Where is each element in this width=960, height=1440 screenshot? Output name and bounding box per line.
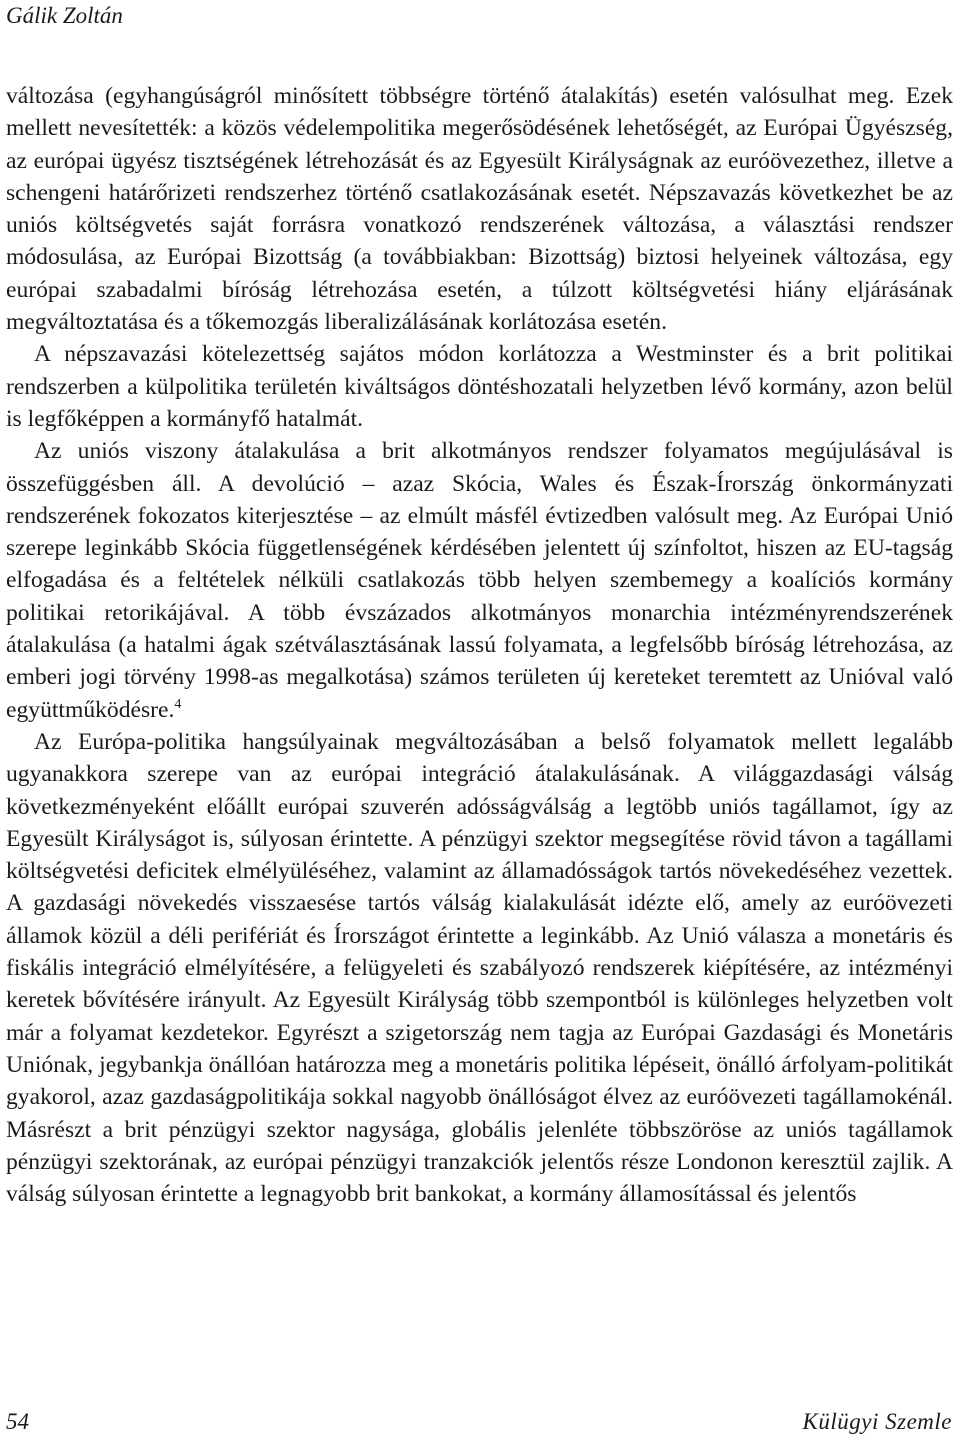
paragraph-1-text: változása (egyhangúságról minősített többségre történő átalakítás) esetén valósulhat meg. Ezek mellett nevesítették: a közös védelempolitika megerősödésének lehetőségét, az Európai Ügyészség, az európai ügyész tisztségének létrehozását és az Egyesült Királyságnak az euróövezethez, illetve a schengeni határőrizeti rendszerhez történő csatlakozásának esetét. Népszavazás következhet be az uniós költségvetés saját forrásra vonatkozó rendszerének változása, a választási rendszer módosulása, az Európai Bizottság (a továbbiakban: Bizottság) biztosi helyeinek változása, egy európai szabadalmi bíróság létrehozása esetén, a túlzott költségvetési hiány eljárásának megváltoztatása és a tőkemozgás liberalizálásának korlátozása esetén. bbox=[6, 83, 953, 336]
footnote-reference[interactable]: 4 bbox=[174, 696, 182, 712]
page-number: 54 bbox=[6, 1409, 29, 1434]
page-footer bbox=[6, 1407, 952, 1437]
journal-title: Külügyi Szemle bbox=[802, 1409, 952, 1434]
paragraph-4-text: Az Európa-politika hangsúlyainak megváltozásában a belső folyamatok mellett legalább ugyanakkora szerepe van az európai integráció átalakulásának. A világgazdasági válság következményeként előállt európai szuverén adósságválság a legtöbb uniós tagállamot, így az Egyesült Királyságot is, súlyosan érintette. A pénzügyi szektor megsegítése rövid távon a tagállami költségvetési deficitek elmélyüléséhez, valamint az államadósságok tartós növekedéséhez vezettek. A gazdasági növekedés visszaesése tartós válság kialakulását idézte elő, amely az euróövezeti államok közül a déli perifériát és Írországot érintette a leginkább. Az Unió válasza a monetáris és fiskális integráció elmélyítésére, a felügyeleti és szabályozó rendszerek kiépítésére, az intézményi keretek bővítésére irányult. Az Egyesült Királyság több szempontból is különleges helyzetben volt már a folyamat kezdetekor. Egyrészt a szigetország nem tagja az Európai Gazdasági és Monetáris Uniónak, jegybankja önállóan határozza meg a monetáris politika lépéseit, önálló árfolyam-politikát gyakorol, azaz gazdaságpolitikája sokkal nagyobb önállóságot élvez az euróövezeti tagállamokénál. Másrészt a brit pénzügyi szektor nagysága, globális jelenléte többszöröse az uniós tagállamok pénzügyi szektorának, az európai pénzügyi tranzakciók jelentős része Londonon keresztül zajlik. A válság súlyosan érintette a legnagyobb brit bankokat, a kormány államosítással és jelentős bbox=[6, 728, 953, 1208]
running-header-author: Gálik Zoltán bbox=[6, 3, 123, 28]
paragraph-1 bbox=[6, 80, 953, 338]
paragraph-2-text: A népszavazási kötelezettség sajátos módon korlátozza a Westminster és a brit politikai rendszerben a külpolitika területén kiváltságos döntéshozatali helyzetben lévő kormány, azon belül is legfőképpen a kormányfő hatalmát. bbox=[6, 341, 953, 432]
article-body bbox=[6, 80, 953, 1210]
paragraph-3 bbox=[6, 435, 953, 726]
paragraph-4 bbox=[6, 726, 953, 1210]
paragraph-3-text: Az uniós viszony átalakulása a brit alkotmányos rendszer folyamatos megújulásával is összefüggésben áll. A devolúció – azaz Skócia, Wales és Észak-Írország önkormányzati rendszerének fokozatos kiterjesztése – az elmúlt másfél évtizedben valósult meg. Az Európai Unió szerepe leginkább Skócia függetlenségének kérdésében jelentett új színfoltot, hiszen az EU-tagság elfogadása és a feltételek nélküli csatlakozás több helyen szembemegy a koalíciós kormány politikai retorikájával. A több évszázados alkotmányos monarchia intézményrendszerének átalakulása (a hatalmi ágak szétválasztásának lassú folyamata, a legfelsőbb bíróság létrehozása, az emberi jogi törvény 1998-as megalkotása) számos területen új kereteket teremtett az Unióval való együttműködésre. bbox=[6, 438, 953, 723]
paragraph-2 bbox=[6, 338, 953, 435]
